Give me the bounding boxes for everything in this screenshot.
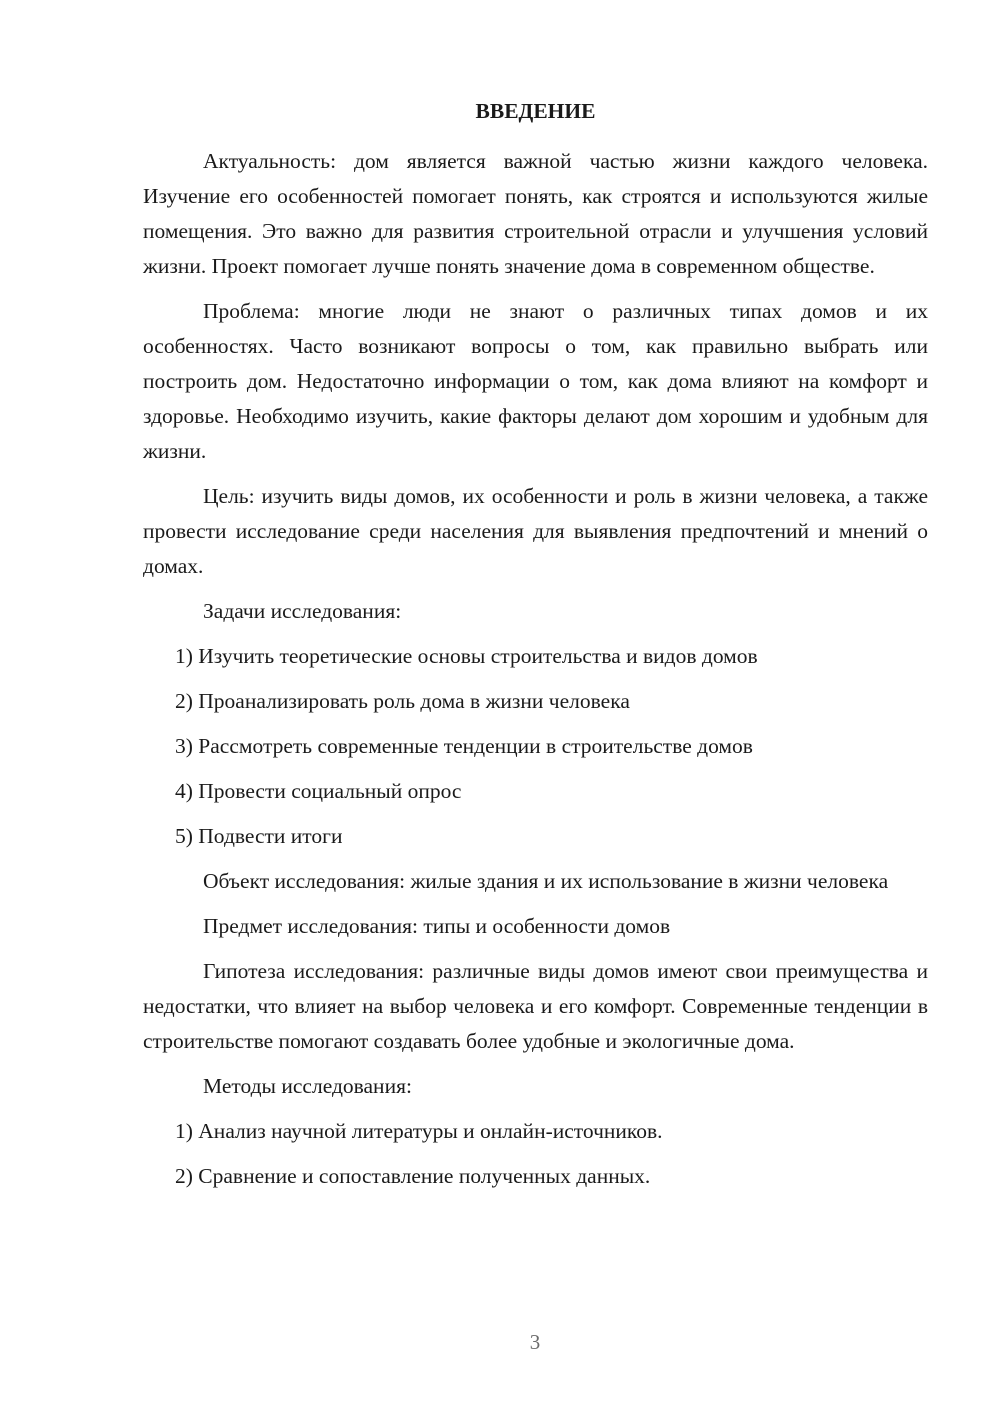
page-number: 3 xyxy=(529,1330,541,1354)
task-item-3: 3) Рассмотреть современные тенденции в строительстве домов xyxy=(175,734,753,758)
task-item-5: 5) Подвести итоги xyxy=(175,824,343,848)
object-paragraph: Объект исследования: жилые здания и их использование в жизни человека xyxy=(203,869,889,893)
tasks-label: Задачи исследования: xyxy=(203,599,402,623)
task-item-2: 2) Проанализировать роль дома в жизни человека xyxy=(175,689,630,713)
hypothesis-paragraph: Гипотеза исследования: различные виды домов имеют свои преимущества и недостатки, что влияет на выбор человека и его комфорт. Современные тенденции в строительстве помогают создавать более удобные и экологичные дома. xyxy=(143,959,928,1053)
document-page xyxy=(143,94,928,1204)
goal-paragraph: Цель: изучить виды домов, их особенности и роль в жизни человека, а также провести исследование среди населения для выявления предпочтений и мнений о домах. xyxy=(143,484,928,578)
subject-paragraph: Предмет исследования: типы и особенности домов xyxy=(203,914,671,938)
task-item-4: 4) Провести социальный опрос xyxy=(175,779,462,803)
actuality-paragraph: Актуальность: дом является важной частью жизни каждого человека. Изучение его особенностей помогает понять, как строятся и используются жилые помещения. Это важно для развития строительной отрасли и улучшения условий жизни. Проект помогает лучше понять значение дома в современном обществе. xyxy=(143,149,928,278)
method-item-1: 1) Анализ научной литературы и онлайн-источников. xyxy=(175,1119,663,1143)
task-item-1: 1) Изучить теоретические основы строительства и видов домов xyxy=(175,644,758,668)
method-item-2: 2) Сравнение и сопоставление полученных данных. xyxy=(175,1164,651,1188)
page-title: ВВЕДЕНИЕ xyxy=(475,99,596,123)
problem-paragraph: Проблема: многие люди не знают о различных типах домов и их особенностях. Часто возникают вопросы о том, как правильно выбрать или построить дом. Недостаточно информации о том, как дома влияют на комфорт и здоровье. Необходимо изучить, какие факторы делают дом хорошим и удобным для жизни. xyxy=(143,299,928,463)
methods-label: Методы исследования: xyxy=(203,1074,412,1098)
